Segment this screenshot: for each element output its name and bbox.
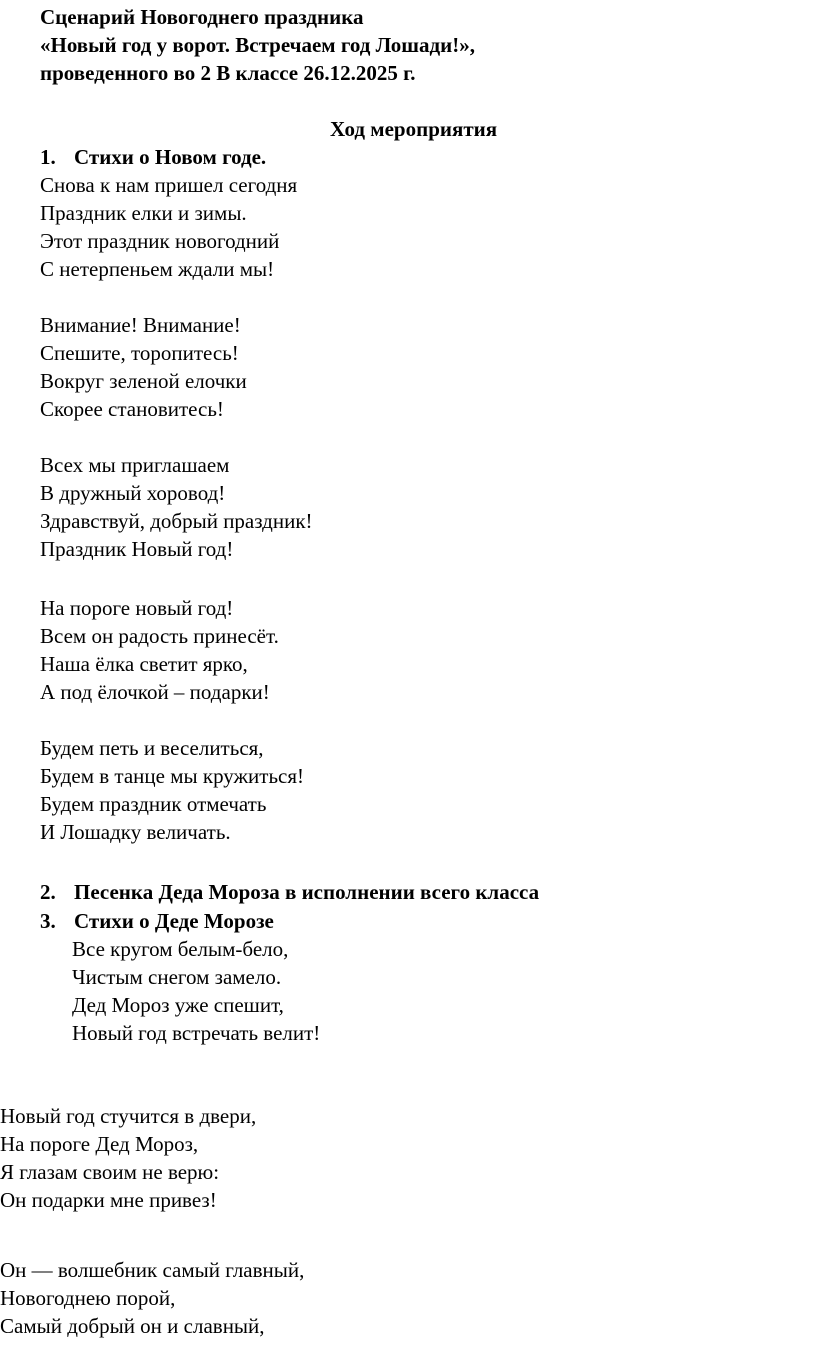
- section-3-stanza-2: [0, 1102, 256, 1214]
- verse-line: Этот праздник новогодний: [40, 229, 280, 253]
- section-2-title: Песенка Деда Мороза в исполнении всего класса: [74, 880, 540, 904]
- verse-line: Праздник елки и зимы.: [40, 201, 247, 225]
- verse-line: Он подарки мне привез!: [0, 1188, 217, 1212]
- verse-line: Наша ёлка светит ярко,: [40, 652, 248, 676]
- verse-line: Новый год встречать велит!: [72, 1021, 321, 1045]
- section-1-number: 1.: [40, 145, 56, 169]
- verse-line: Всех мы приглашаем: [40, 453, 230, 477]
- verse-line: Все кругом белым-бело,: [72, 937, 289, 961]
- verse-line: Я глазам своим не верю:: [0, 1160, 220, 1184]
- section-3-stanza-3: [0, 1256, 304, 1340]
- section-1-title: Стихи о Новом годе.: [74, 145, 267, 169]
- verse-line: Будем в танце мы кружиться!: [40, 764, 304, 788]
- verse-line: Спешите, торопитесь!: [40, 341, 239, 365]
- event-heading: Ход мероприятия: [330, 117, 498, 141]
- verse-line: Внимание! Внимание!: [40, 313, 241, 337]
- verse-line: Новый год стучится в двери,: [0, 1104, 257, 1128]
- verse-line: Будем петь и веселиться,: [40, 736, 264, 760]
- stanza-1: [40, 171, 297, 283]
- verse-line: Он — волшебник самый главный,: [0, 1258, 305, 1282]
- section-3-heading: [40, 907, 274, 935]
- section-3-title: Стихи о Деде Морозе: [74, 909, 274, 933]
- section-3-stanza-1: [72, 935, 320, 1047]
- verse-line: Самый добрый он и славный,: [0, 1314, 265, 1338]
- title-line-2: «Новый год у ворот. Встречаем год Лошади!»,: [40, 33, 475, 57]
- verse-line: На пороге новый год!: [40, 596, 234, 620]
- verse-line: А под ёлочкой – подарки!: [40, 680, 270, 704]
- stanza-2: [40, 311, 247, 423]
- stanza-3: [40, 451, 313, 563]
- section-2-heading: [40, 878, 539, 906]
- title-line-3: проведенного во 2 В классе 26.12.2025 г.: [40, 61, 416, 85]
- verse-line: С нетерпеньем ждали мы!: [40, 257, 275, 281]
- verse-line: В дружный хоровод!: [40, 481, 226, 505]
- verse-line: Чистым снегом замело.: [72, 965, 282, 989]
- verse-line: Праздник Новый год!: [40, 537, 234, 561]
- verse-line: Новогоднею порой,: [0, 1286, 176, 1310]
- verse-line: На пороге Дед Мороз,: [0, 1132, 199, 1156]
- verse-line: Скорее становитесь!: [40, 397, 224, 421]
- verse-line: Здравствуй, добрый праздник!: [40, 509, 313, 533]
- stanza-4: [40, 594, 279, 706]
- verse-line: Будем праздник отмечать: [40, 792, 267, 816]
- verse-line: Всем он радость принесёт.: [40, 624, 279, 648]
- verse-line: Дед Мороз уже спешит,: [72, 993, 284, 1017]
- verse-line: Вокруг зеленой елочки: [40, 369, 247, 393]
- title-line-1: Сценарий Новогоднего праздника: [40, 5, 364, 29]
- stanza-5: [40, 734, 304, 846]
- section-2-number: 2.: [40, 880, 56, 904]
- section-1-heading: [40, 143, 266, 171]
- document-title: [40, 3, 475, 87]
- section-3-number: 3.: [40, 909, 56, 933]
- verse-line: И Лошадку величать.: [40, 820, 231, 844]
- verse-line: Снова к нам пришел сегодня: [40, 173, 298, 197]
